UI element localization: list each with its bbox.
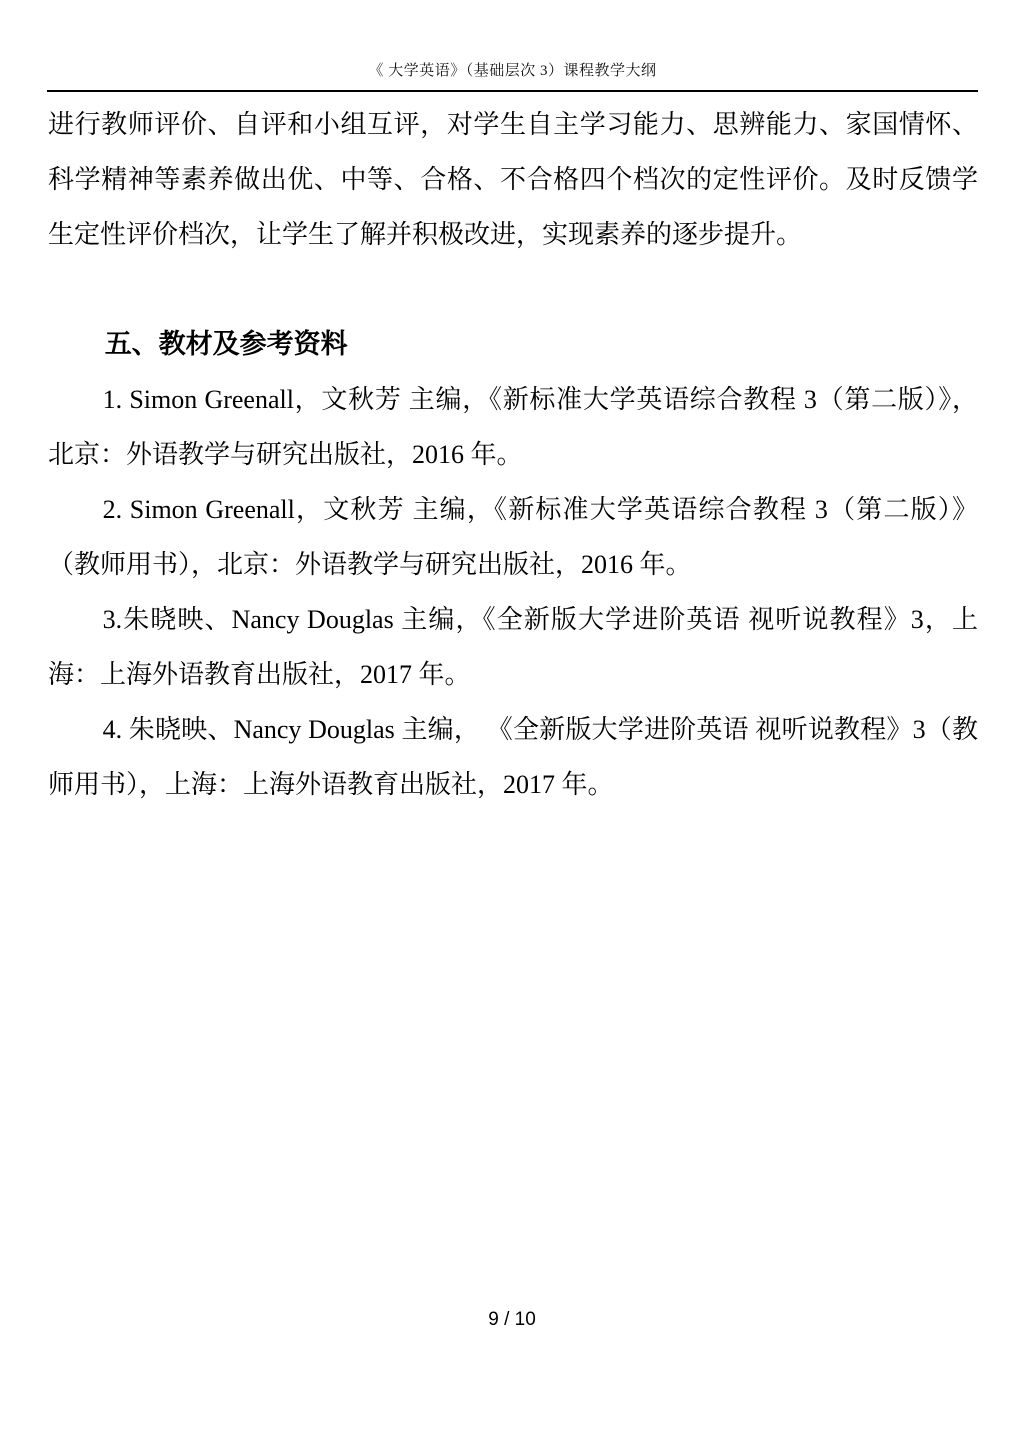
page-body <box>48 92 978 812</box>
page-footer <box>0 1309 1024 1331</box>
reference-item-1: 1. Simon Greenall，文秋芳 主编，《新标准大学英语综合教程 3（第二版）》，北京：外语教学与研究出版社，2016 年。 <box>48 385 978 469</box>
reference-item-4: 4. 朱晓映、Nancy Douglas 主编， 《全新版大学进阶英语 视听说教程》3（教师用书），上海：上海外语教育出版社，2017 年。 <box>48 715 978 799</box>
reference-item-3: 3.朱晓映、Nancy Douglas 主编，《全新版大学进阶英语 视听说教程》3，上海：上海外语教育出版社，2017 年。 <box>48 605 978 689</box>
page-header <box>47 0 978 92</box>
header-title: 《 大学英语》（基础层次 3）课程教学大纲 <box>368 63 657 79</box>
page-number: 9 / 10 <box>488 1309 536 1330</box>
evaluation-paragraph: 进行教师评价、自评和小组互评，对学生自主学习能力、思辨能力、家国情怀、科学精神等素养做出优、中等、合格、不合格四个档次的定性评价。及时反馈学生定性评价档次，让学生了解并积极改进，实现素养的逐步提升。 <box>48 110 978 249</box>
section-heading-materials: 五、教材及参考资料 <box>104 329 348 359</box>
reference-item-2: 2. Simon Greenall，文秋芳 主编，《新标准大学英语综合教程 3（第二版）》（教师用书），北京：外语教学与研究出版社，2016 年。 <box>48 495 978 579</box>
